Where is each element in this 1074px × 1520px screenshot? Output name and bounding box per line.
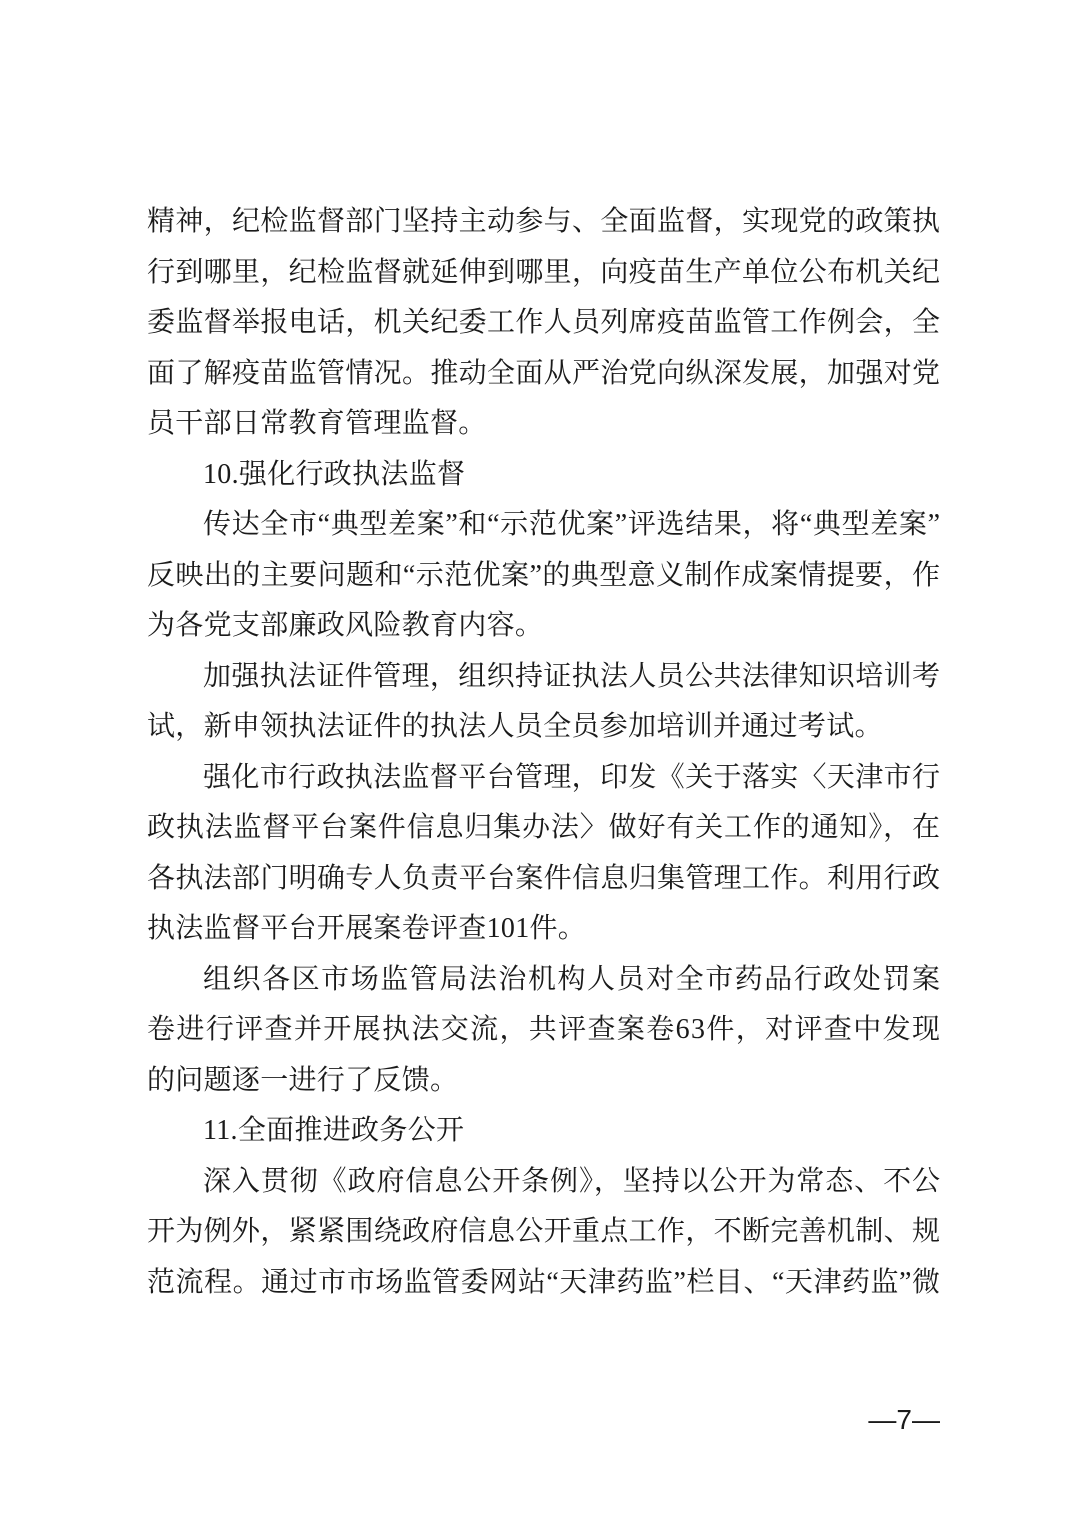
paragraph (147, 197, 940, 450)
text-line: 卷进行评查并开展执法交流，共评查案卷63件，对评查中发现 (147, 1014, 942, 1045)
text-line: 委监督举报电话，机关纪委工作人员列席疫苗监管工作例会，全 (147, 307, 941, 338)
section-heading: 11.全面推进政务公开 (203, 1115, 465, 1146)
text-line: 精神，纪检监督部门坚持主动参与、全面监督，实现党的政策执 (147, 206, 941, 237)
text-line: 行到哪里，纪检监督就延伸到哪里，向疫苗生产单位公布机关纪 (147, 256, 941, 288)
paragraph (147, 955, 940, 1107)
paragraph (147, 652, 940, 753)
page-number: —7— (868, 1404, 940, 1435)
paragraph (147, 500, 940, 652)
text-line: 范流程。通过市市场监管委网站“天津药监”栏目、“天津药监”微 (147, 1266, 941, 1298)
text-line: 各执法部门明确专人负责平台案件信息归集管理工作。利用行政 (147, 862, 941, 894)
text-line: 员干部日常教育管理监督。 (147, 408, 487, 439)
text-line: 反映出的主要问题和“示范优案”的典型意义制作成案情提要，作 (147, 559, 941, 591)
text-line: 执法监督平台开展案卷评查101件。 (147, 913, 587, 944)
text-line: 加强执法证件管理，组织持证执法人员公共法律知识培训考 (203, 660, 941, 692)
paragraph (147, 1157, 940, 1309)
text-line: 的问题逐一进行了反馈。 (147, 1064, 459, 1096)
text-line: 政执法监督平台案件信息归集办法〉做好有关工作的通知》，在 (147, 812, 941, 843)
text-line: 开为例外，紧紧围绕政府信息公开重点工作，不断完善机制、规 (147, 1216, 941, 1247)
paragraph (147, 753, 940, 955)
text-line: 试，新申领执法证件的执法人员全员参加培训并通过考试。 (147, 711, 883, 742)
text-line: 深入贯彻《政府信息公开条例》，坚持以公开为常态、不公 (203, 1165, 941, 1197)
section-heading: 10.强化行政执法监督 (203, 458, 466, 490)
document-body (147, 197, 940, 1308)
text-line: 传达全市“典型差案”和“示范优案”评选结果，将“典型差案” (203, 509, 941, 540)
text-line: 面了解疫苗监管情况。推动全面从严治党向纵深发展，加强对党 (147, 357, 941, 389)
text-line: 组织各区市场监管局法治机构人员对全市药品行政处罚案 (203, 963, 942, 995)
text-line: 为各党支部廉政风险教育内容。 (147, 610, 544, 641)
text-line: 强化市行政执法监督平台管理，印发《关于落实〈天津市行 (203, 761, 941, 793)
